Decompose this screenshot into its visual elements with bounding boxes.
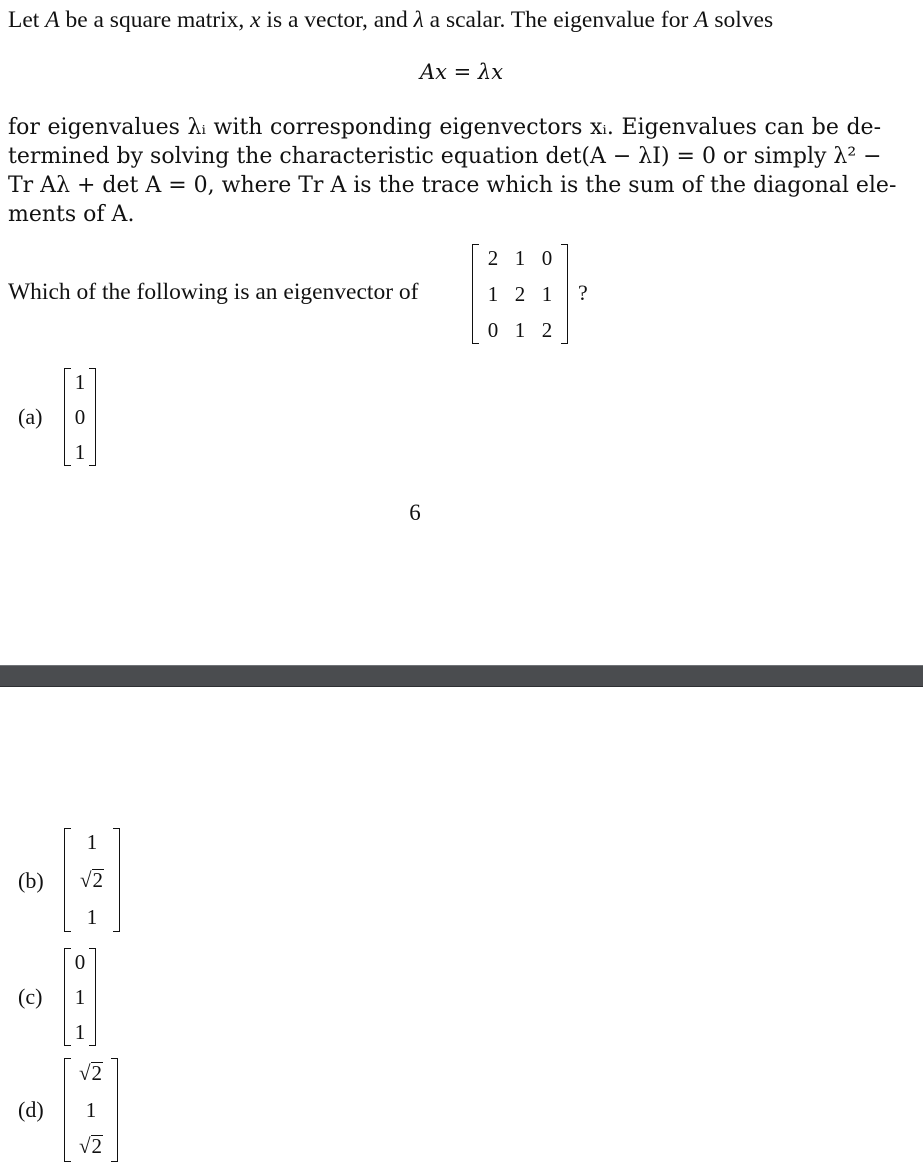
vector-entry: 1 (86, 830, 98, 854)
option-c-vector[interactable] (64, 948, 96, 1046)
intro-text: a scalar. The eigenvalue for (423, 7, 695, 33)
eigen-equation: Ax = λx (419, 60, 504, 84)
paragraph-line-2: termined by solving the characteristic equation det(A − λI) = 0 or simply λ² − (8, 144, 882, 169)
matrix-cell: 2 (541, 318, 553, 342)
page-separator (0, 665, 923, 687)
intro-var-lambda: λ (413, 7, 424, 33)
option-b-label: (b) (18, 868, 44, 893)
question-mark: ? (578, 280, 588, 305)
matrix-cell: 2 (487, 246, 499, 270)
sqrt-radicand: 2 (91, 1061, 103, 1085)
vector-entry: 1 (74, 985, 86, 1009)
vector-entry: 1 (85, 1098, 97, 1122)
option-c-label: (c) (18, 984, 43, 1009)
vector-entry: 1 (74, 1020, 86, 1044)
matrix-cell: 1 (514, 318, 526, 342)
question-text: Which of the following is an eigenvector of (8, 279, 419, 305)
vector-entry: 1 (86, 905, 98, 929)
vector-entry: 0 (74, 950, 86, 974)
intro-var-x: x (250, 7, 261, 33)
option-a-label: (a) (18, 404, 43, 429)
paragraph-line-4: ments of A. (8, 202, 135, 227)
vector-entry: √2 (78, 1134, 103, 1158)
matrix-cell: 0 (487, 318, 499, 342)
intro-var-a: A (694, 7, 709, 33)
intro-var-a: A (45, 7, 60, 33)
intro-text: solves (708, 7, 774, 33)
intro-text: be a square matrix, (59, 7, 251, 33)
vector-entry: 1 (74, 440, 86, 464)
matrix-cell: 1 (487, 282, 499, 306)
matrix-cell: 1 (514, 246, 526, 270)
intro-line (8, 6, 773, 34)
intro-text: Let (8, 7, 46, 33)
matrix-cell: 1 (541, 282, 553, 306)
vector-entry: 1 (74, 370, 86, 394)
intro-text: is a vector, and (260, 7, 414, 33)
option-d-label: (d) (18, 1097, 44, 1122)
page-2 (0, 687, 923, 1176)
option-a-vector[interactable] (64, 368, 96, 466)
paragraph-line-1: for eigenvalues λᵢ with corresponding eigenvectors xᵢ. Eigenvalues can be de- (8, 115, 881, 140)
sqrt-radicand: 2 (91, 1134, 103, 1158)
option-b-vector[interactable] (64, 828, 120, 932)
vector-entry: √2 (79, 868, 104, 892)
option-d-vector[interactable] (64, 1058, 118, 1162)
vector-entry: √2 (78, 1061, 103, 1085)
matrix-cell: 0 (541, 246, 553, 270)
question-matrix (472, 244, 568, 344)
paragraph-line-3: Tr Aλ + det A = 0, where Tr A is the trace which is the sum of the diagonal ele- (8, 173, 897, 198)
matrix-cell: 2 (514, 282, 526, 306)
vector-entry: 0 (74, 405, 86, 429)
sqrt-radicand: 2 (92, 868, 104, 892)
page-number: 6 (409, 500, 421, 525)
